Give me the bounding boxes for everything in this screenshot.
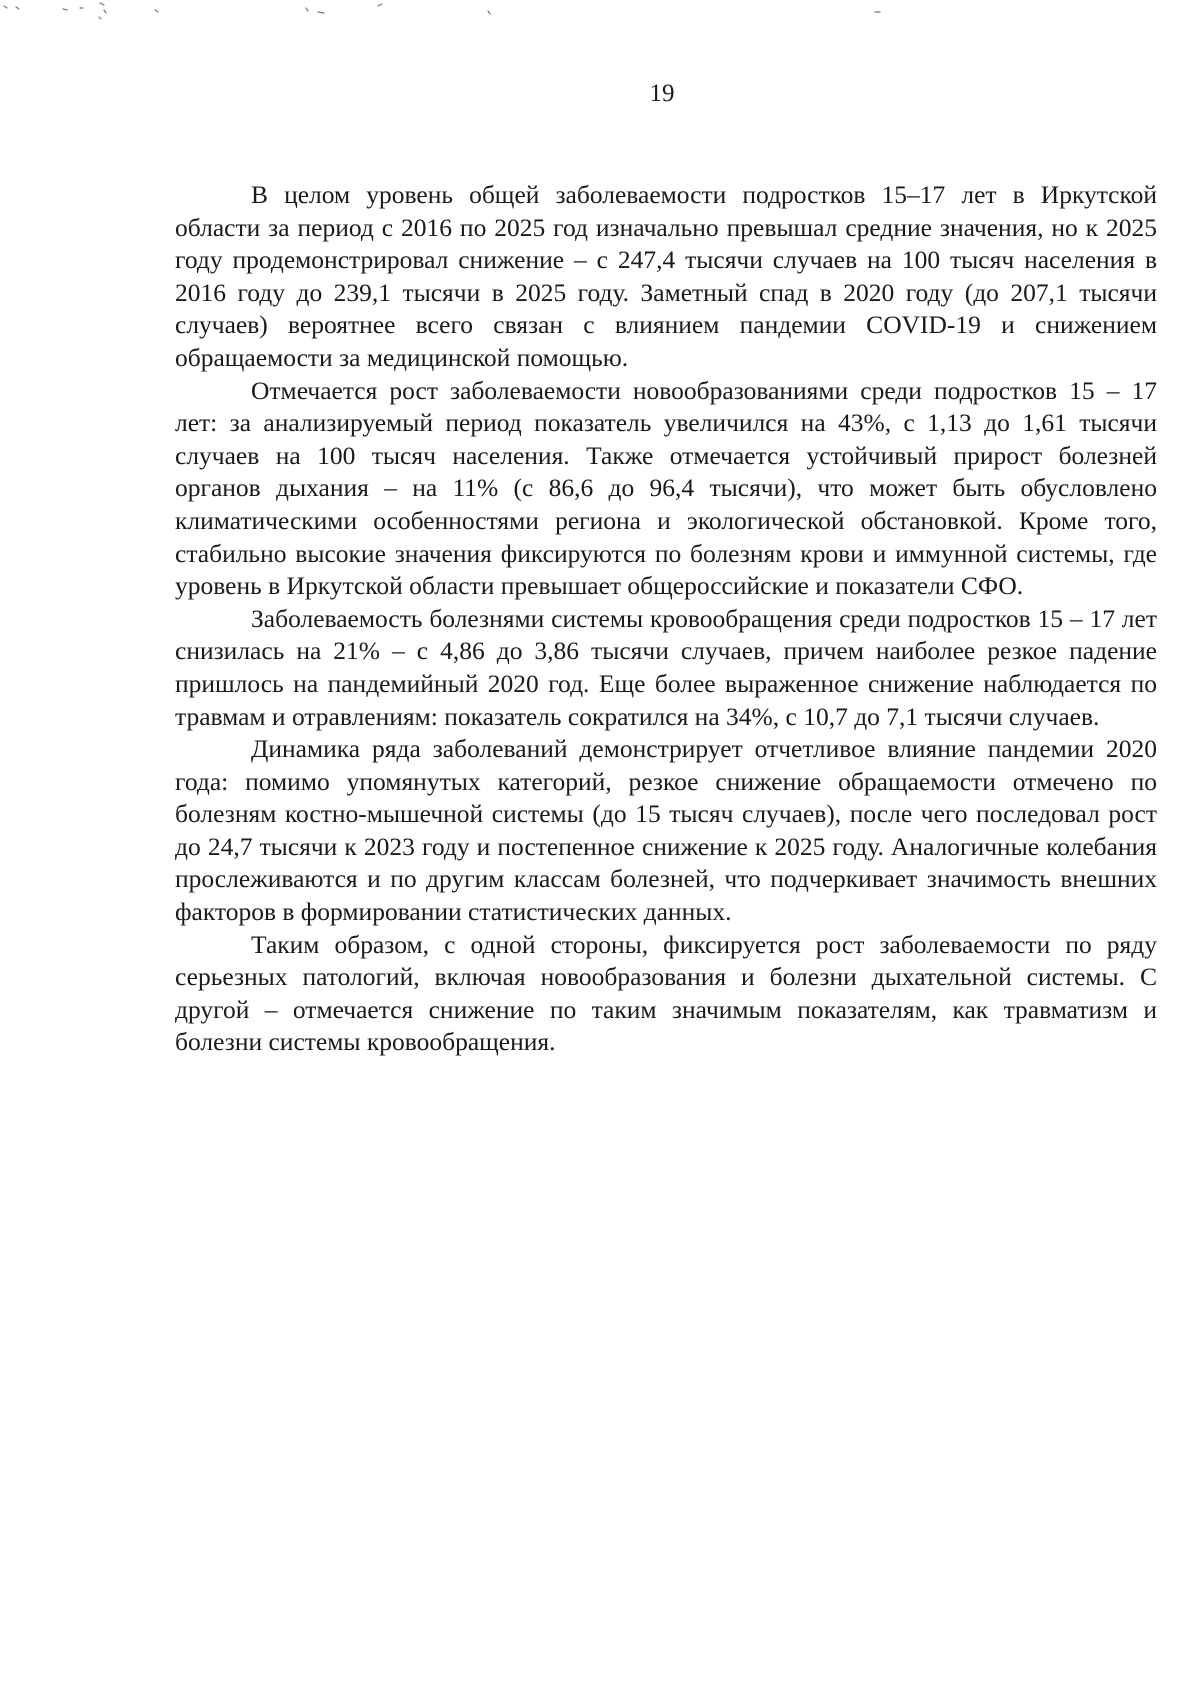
paragraph: Таким образом, с одной стороны, фиксируется рост заболеваемости по ряду серьезных патологий, включая новообразования и болезни дыхательной системы. С другой – отмечается снижение по таким значимым показателям, как травматизм и болезни системы кровообращения.	[175, 929, 1157, 1057]
paragraph: Отмечается рост заболеваемости новообразованиями среди подростков 15 – 17 лет: за анализируемый период показатель увеличился на 43%, с 1,13 до 1,61 тысячи случаев на 100 тысяч населения. Также отмечается устойчивый прирост болезней органов дыхания – на 11% (с 86,6 до 96,4 тысячи), что может быть обусловлено климатическими особенностями региона и экологической обстановкой. Кроме того, стабильно высокие значения фиксируются по болезням крови и иммунной системы, где уровень в Иркутской области превышает общероссийские и показатели СФО.	[175, 375, 1157, 601]
paragraph: Заболеваемость болезнями системы кровообращения среди подростков 15 – 17 лет снизилась на 21% – с 4,86 до 3,86 тысячи случаев, причем наиболее резкое падение пришлось на пандемийный 2020 год. Еще более выраженное снижение наблюдается по травмам и отравлениям: показатель сократился на 34%, с 10,7 до 7,1 тысячи случаев.	[175, 603, 1157, 731]
body-text	[175, 179, 1157, 1059]
page-number: 19	[649, 80, 675, 107]
paragraph: В целом уровень общей заболеваемости подростков 15–17 лет в Иркутской области за период с 2016 по 2025 год изначально превышал средние значения, но к 2025 году продемонстрировал снижение – с 247,4 тысячи случаев на 100 тысяч населения в 2016 году до 239,1 тысячи в 2025 году. Заметный спад в 2020 году (до 207,1 тысячи случаев) вероятнее всего связан с влиянием пандемии COVID-19 и снижением обращаемости за медицинской помощью.	[175, 180, 1157, 372]
paragraph: Динамика ряда заболеваний демонстрирует отчетливое влияние пандемии 2020 года: помимо упомянутых категорий, резкое снижение обращаемости отмечено по болезням костно-мышечной системы (до 15 тысяч случаев), после чего последовал рост до 24,7 тысячи к 2023 году и постепенное снижение к 2025 году. Аналогичные колебания прослеживаются и по другим классам болезней, что подчеркивает значимость внешних факторов в формировании статистических данных.	[175, 734, 1157, 927]
scan-artifacts	[0, 0, 1200, 30]
